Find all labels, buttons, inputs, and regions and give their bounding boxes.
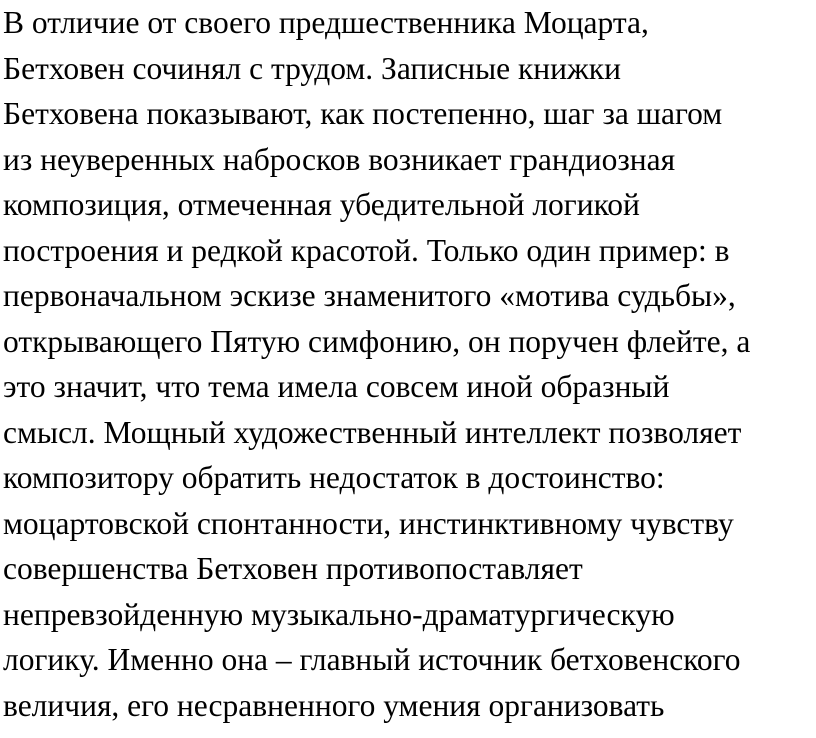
text-line: построения и редкой красотой. Только один пример: в: [3, 232, 730, 268]
text-line: это значит, что тема имела совсем иной образный: [3, 369, 670, 404]
body-paragraph: [3, 0, 816, 728]
text-line: непревзойденную музыкально-драматургическую: [3, 596, 675, 632]
text-line: смысл. Мощный художественный интеллект позволяет: [3, 414, 742, 450]
text-line: моцартовской спонтанности, инстинктивному чувству: [3, 505, 734, 541]
text-line: Бетховена показывают, как постепенно, шаг за шагом: [3, 96, 723, 131]
text-line: композиция, отмеченная убедительной логикой: [3, 187, 640, 222]
text-line: из неуверенных набросков возникает грандиозная: [3, 141, 676, 177]
text-line: композитору обратить недостаток в достоинство:: [3, 460, 665, 495]
text-line: В отличие от своего предшественника Моцарта,: [3, 5, 649, 40]
text-line: величия, его несравненного умения организовать: [3, 687, 665, 723]
text-line: первоначальном эскизе знаменитого «мотива судьбы»,: [3, 278, 736, 313]
text-line: открывающего Пятую симфонию, он поручен флейте, а: [3, 323, 751, 359]
text-line: совершенства Бетховен противопоставляет: [3, 551, 583, 586]
text-line: логику. Именно она – главный источник бетховенского: [3, 642, 741, 677]
text-line: Бетховен сочинял с трудом. Записные книжки: [3, 50, 621, 86]
